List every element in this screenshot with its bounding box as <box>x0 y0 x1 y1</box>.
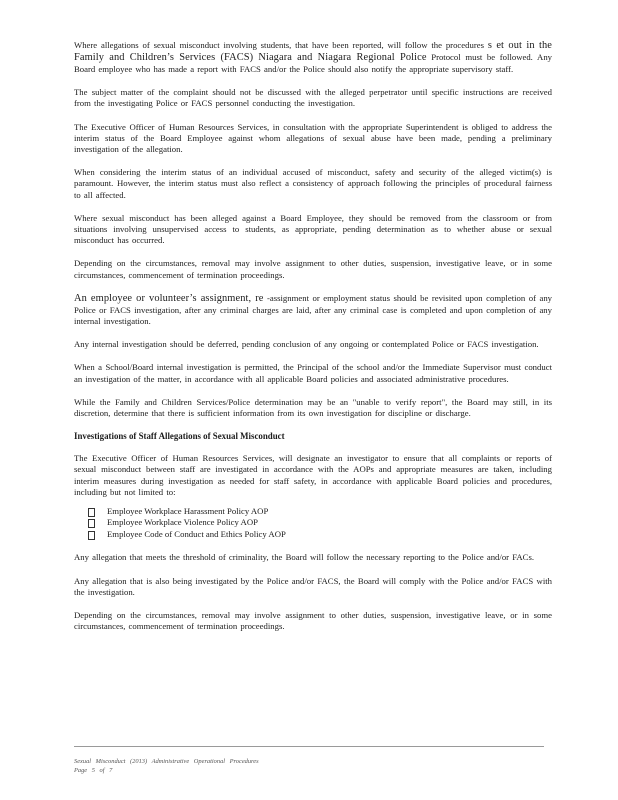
paragraph-reporting-procedures <box>74 40 552 75</box>
paragraph-criminality-threshold: Any allegation that meets the threshold of criminality, the Board will follow the necessary reporting to the Police and/or FACs. <box>74 552 535 563</box>
paragraph-text: -assignment or employment status should be revisited upon completion of any Police or FACS investigation, after any criminal charges are laid, after any criminal case is completed and upon completion of any internal investigation. <box>74 292 553 327</box>
list-item-label: Employee Workplace Harassment Policy AOP <box>107 506 269 517</box>
document-body <box>74 40 552 644</box>
paragraph-subject-matter: The subject matter of the complaint should not be discussed with the alleged perpetrator until specific instructions are received from the investigating Police or FACS personnel conducting the investigation. <box>74 87 552 109</box>
section-heading: Investigations of Staff Allegations of Sexual Misconduct <box>74 431 285 442</box>
list-item <box>88 506 552 517</box>
footer-page-number: Page 5 of 7 <box>74 767 113 774</box>
paragraph-text: Where allegations of sexual misconduct involving students, that have been reported, will follow the procedures <box>74 40 484 50</box>
protocol-reference: s et out in the Family and Children’s Services (FACS) Niagara and Niagara Regional Police <box>74 40 553 63</box>
paragraph-text: Protocol must be followed. Any Board employee who has made a report with FACS and/or the Police should also notify the appropriate supervisory staff. <box>74 52 553 74</box>
paragraph-victim-safety: When considering the interim status of an individual accused of misconduct, safety and security of the alleged victim(s) is paramount. However, the interim status must also reflect a consistency of approach following the principles of procedural fairness to all affected. <box>74 167 552 200</box>
checkbox-bullet-icon <box>88 508 95 517</box>
paragraph-internal-investigation: Any internal investigation should be deferred, pending conclusion of any ongoing or contemplated Police or FACS investigation. <box>74 339 539 350</box>
list-item-label: Employee Code of Conduct and Ethics Policy AOP <box>107 528 286 539</box>
list-item <box>88 517 552 528</box>
paragraph-removal-options: Depending on the circumstances, removal may involve assignment to other duties, suspension, investigative leave, or in some circumstances, commencement of termination proceedings. <box>74 258 552 280</box>
paragraph-police-cooperation: Any allegation that is also being investigated by the Police and/or FACS, the Board will comply with the Police and/or FACS with the investigation. <box>74 575 552 597</box>
paragraph-board-discretion: While the Family and Children Services/Police determination may be an "unable to verify report", the Board may still, in its discretion, determine that there is sufficient information from its own investigation for discipline or discharge. <box>74 396 552 419</box>
paragraph-interim-status: The Executive Officer of Human Resources Services, in consultation with the appropriate Superintendent is obliged to address the interim status of the Board Employee against whom allegations of sexual abuse have been made, pending a preliminary investigation of the allegation. <box>74 121 552 155</box>
paragraph-assignment-review <box>74 293 552 327</box>
paragraph-staff-investigator: The Executive Officer of Human Resources Services, will designate an investigator to ensure that all complaints or reports of sexual misconduct between staff are investigated in accordance with the AOPs and appropriate measures are taken, including interim measures during investigation as needed for staff safety, in accordance with applicable Board policies and procedures, including but not limited to: <box>74 453 552 497</box>
paragraph-removal-options-repeat: Depending on the circumstances, removal may involve assignment to other duties, suspension, investigative leave, or in some circumstances, commencement of termination proceedings. <box>74 609 552 632</box>
list-item-label: Employee Workplace Violence Policy AOP <box>107 517 258 528</box>
checkbox-bullet-icon <box>88 519 95 528</box>
checkbox-bullet-icon <box>88 531 95 540</box>
paragraph-school-investigation: When a School/Board internal investigation is permitted, the Principal of the school and/or the Immediate Supervisor must conduct an investigation of the matter, in accordance with all applicable Board policies and associated administrative procedures. <box>74 362 552 384</box>
assignment-lead-text: An employee or volunteer’s assignment, re <box>74 292 264 304</box>
policy-list <box>88 506 552 540</box>
footer-document-title: Sexual Misconduct (2013) Administrative Operational Procedures <box>74 758 259 765</box>
list-item <box>88 529 552 540</box>
page-footer <box>74 757 259 775</box>
paragraph-removal-from-classroom: Where sexual misconduct has been alleged against a Board Employee, they should be removed from the classroom or from situations involving unsupervised access to students, as appropriate, pending determination as to whether abuse or sexual misconduct has occurred. <box>74 212 552 246</box>
footer-divider <box>74 746 544 747</box>
